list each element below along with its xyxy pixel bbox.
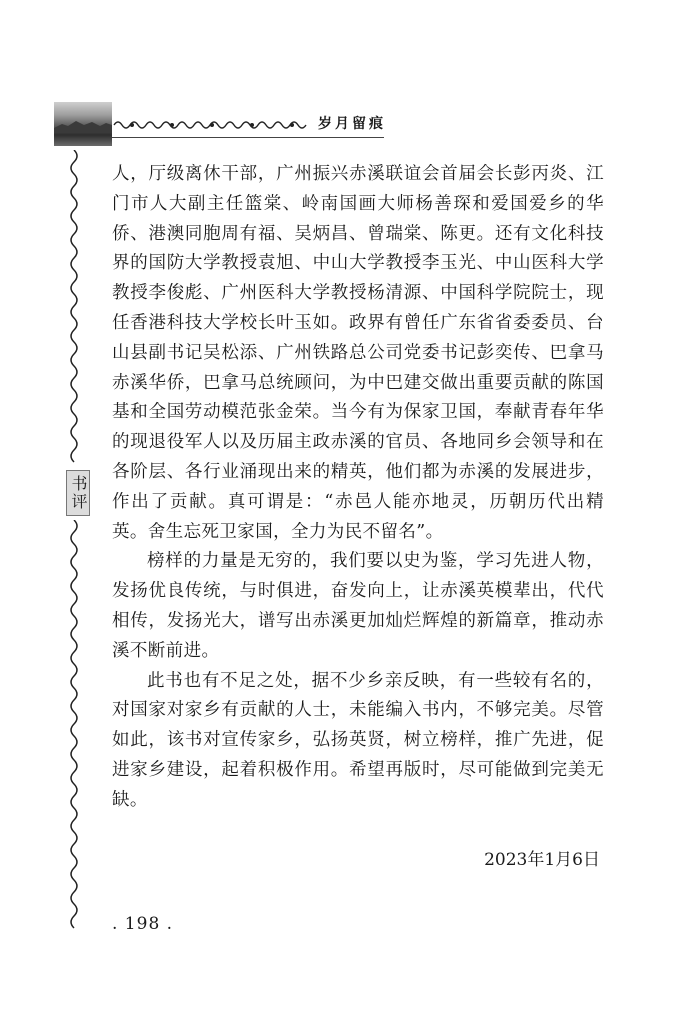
section-title: 岁月留痕: [318, 116, 386, 132]
vertical-ornament-border-lower: [67, 520, 81, 930]
mountain-ridge-icon: [54, 118, 112, 132]
paragraph-notables: 人，厅级离休干部，广州振兴赤溪联谊会首届会长彭丙炎、江门市人大副主任篮棠、岭南国画大师杨善琛和爱国爱乡的华侨、港澳同胞周有福、吴炳昌、曾瑞棠、陈更。还有文化科技界的国防大学教授袁旭、中山大学教授李玉光、中山医科大学教授李俊彪、广州医科大学教授杨清源、中国科学院院士，现任香港科技大学校长叶玉如。政界有曾任广东省省委委员、台山县副书记吴松添、广州铁路总公司党委书记彭奕传、巴拿马赤溪华侨，巴拿马总统顾问，为中巴建交做出重要贡献的陈国基和全国劳动模范张金荣。当今有为保家卫国，奉献青春年华的现退役军人以及历届主政赤溪的官员、各地同乡会领导和在各阶层、各行业涌现出来的精英，他们都为赤溪的发展进步，作出了贡献。真可谓是：“赤邑人能亦地灵，历朝历代出精英。舍生忘死卫家国，全力为民不留名”。: [112, 164, 604, 542]
header-landscape-photo: [54, 102, 112, 146]
paragraph-shortcomings: 此书也有不足之处，据不少乡亲反映，有一些较有名的，对国家对家乡有贡献的人士，未能编入书内，不够完美。尽管如此，该书对宣传家乡，弘扬英贤，树立榜样，推广先进，促进家乡建设，起着积极作用。希望再版时，尽可能做到完美无缺。: [112, 670, 604, 810]
vertical-ornament-border: [67, 150, 81, 470]
article-date: 2023年1月6日: [484, 850, 600, 870]
scroll-ornament-icon: [112, 119, 312, 131]
section-tab-book-review: 书评: [66, 470, 90, 516]
page-number: . 198 .: [112, 914, 174, 934]
article-body: [112, 160, 604, 816]
paragraph-role-models: 榜样的力量是无穷的，我们要以史为鉴，学习先进人物，发扬优良传统，与时俱进，奋发向上，让赤溪英模辈出，代代相传，发扬光大，谱写出赤溪更加灿烂辉煌的新篇章，推动赤溪不断前进。: [112, 551, 604, 661]
header-divider: [112, 137, 384, 138]
